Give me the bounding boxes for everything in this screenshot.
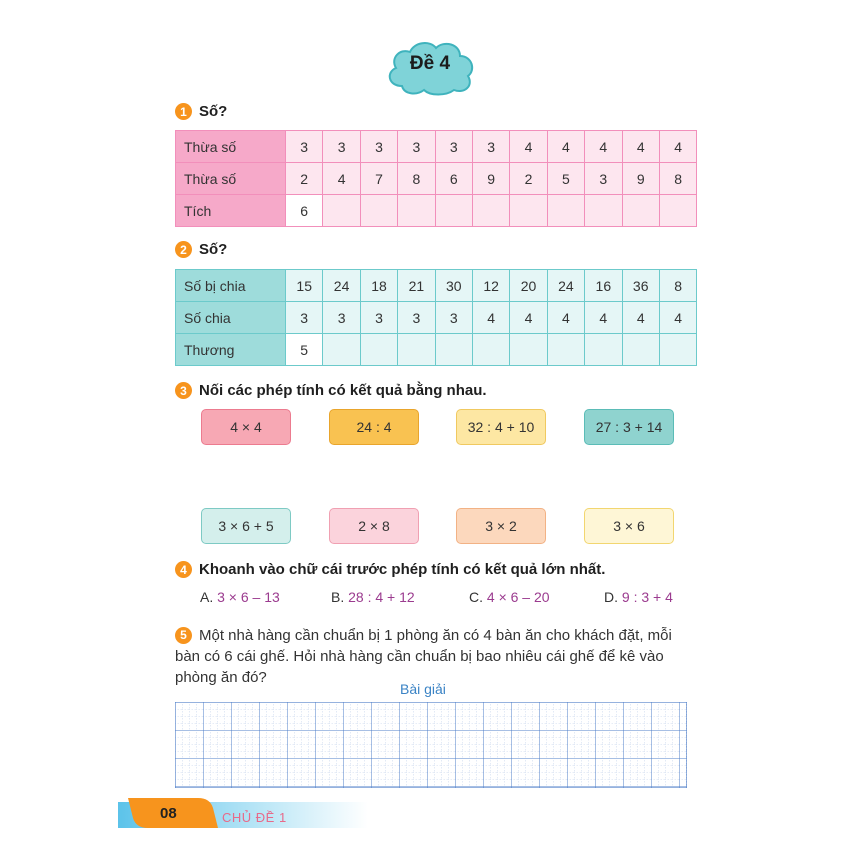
q1-answer-cell[interactable] — [659, 195, 696, 227]
q1-cell: 3 — [398, 131, 435, 163]
q2-cell: 21 — [398, 270, 435, 302]
q3-number: 3 — [175, 382, 192, 399]
q1-answer-cell[interactable] — [547, 195, 584, 227]
q2-cell: 24 — [323, 270, 360, 302]
q2-cell: 4 — [622, 302, 659, 334]
q1-answer-cell[interactable] — [472, 195, 509, 227]
q1-table — [175, 130, 697, 227]
q2-cell: 3 — [360, 302, 397, 334]
q2-table — [175, 269, 697, 366]
q1-cell: 4 — [510, 131, 547, 163]
q5-number: 5 — [175, 627, 192, 644]
q2-cell: 36 — [622, 270, 659, 302]
q2-cell: 16 — [585, 270, 622, 302]
q2-heading — [175, 241, 227, 258]
q2-answer-cell[interactable] — [398, 334, 435, 366]
q1-answer-cell[interactable] — [435, 195, 472, 227]
q5-text: Một nhà hàng cần chuẩn bị 1 phòng ăn có 4 bàn ăn cho khách đặt, mỗi bàn có 6 cái ghế. Hỏi nhà hàng cần chuẩn bị bao nhiêu cái ghế để kê vào phòng ăn đó? — [175, 627, 672, 686]
q2-cell: 20 — [510, 270, 547, 302]
q4-heading — [175, 561, 605, 578]
q4-option-expr: 3 × 6 – 13 — [217, 589, 280, 605]
q3-top-box-4[interactable]: 27 : 3 + 14 — [584, 409, 674, 445]
grid-lines — [175, 702, 687, 788]
q4-option-letter: B. — [331, 589, 345, 605]
q2-answer-cell[interactable] — [435, 334, 472, 366]
q4-option-letter: D. — [604, 589, 618, 605]
q1-cell: 2 — [286, 163, 323, 195]
q2-cell: 24 — [547, 270, 584, 302]
q2-cell: 18 — [360, 270, 397, 302]
q2-cell: 4 — [547, 302, 584, 334]
q4-option-expr: 4 × 6 – 20 — [486, 589, 550, 605]
q4-number: 4 — [175, 561, 192, 578]
q1-cell: 3 — [323, 131, 360, 163]
q2-cell: 4 — [472, 302, 509, 334]
q3-bottom-box-3[interactable]: 3 × 2 — [456, 508, 546, 544]
q1-cell: 9 — [472, 163, 509, 195]
q2-cell: 4 — [510, 302, 547, 334]
q2-cell: 3 — [323, 302, 360, 334]
q2-answer-cell[interactable] — [622, 334, 659, 366]
q1-cell: 3 — [585, 163, 622, 195]
q2-answer-cell[interactable] — [659, 334, 696, 366]
q1-cell: 4 — [585, 131, 622, 163]
q3-top-box-2[interactable]: 24 : 4 — [329, 409, 419, 445]
q1-heading — [175, 103, 227, 120]
q2-row-label: Số bị chia — [176, 270, 286, 302]
q2-answer-cell[interactable] — [472, 334, 509, 366]
q1-answer-cell[interactable] — [360, 195, 397, 227]
q2-cell: 12 — [472, 270, 509, 302]
q1-heading-text: Số? — [199, 103, 228, 120]
q1-cell: 6 — [286, 195, 323, 227]
q1-cell: 7 — [360, 163, 397, 195]
q1-row-label: Tích — [176, 195, 286, 227]
q2-cell: 5 — [286, 334, 323, 366]
q1-answer-cell[interactable] — [323, 195, 360, 227]
q2-answer-cell[interactable] — [547, 334, 584, 366]
q1-number: 1 — [175, 103, 192, 120]
q4-option-letter: A. — [200, 589, 214, 605]
q2-cell: 4 — [659, 302, 696, 334]
q2-answer-cell[interactable] — [585, 334, 622, 366]
q1-cell: 8 — [659, 163, 696, 195]
q2-cell: 3 — [286, 302, 323, 334]
q2-answer-cell[interactable] — [510, 334, 547, 366]
q1-answer-cell[interactable] — [585, 195, 622, 227]
q2-row-label: Thương — [176, 334, 286, 366]
q1-row-3 — [176, 195, 697, 227]
q1-row-label: Thừa số — [176, 163, 286, 195]
q1-answer-cell[interactable] — [398, 195, 435, 227]
q1-cell: 3 — [360, 131, 397, 163]
q1-row-2 — [176, 163, 697, 195]
q2-cell: 3 — [398, 302, 435, 334]
q5-problem — [175, 625, 695, 688]
q2-cell: 15 — [286, 270, 323, 302]
q1-row-label: Thừa số — [176, 131, 286, 163]
q3-bottom-box-2[interactable]: 2 × 8 — [329, 508, 419, 544]
q1-cell: 6 — [435, 163, 472, 195]
q4-heading-text: Khoanh vào chữ cái trước phép tính có kết quả lớn nhất. — [199, 561, 606, 578]
q1-cell: 4 — [622, 131, 659, 163]
q3-heading — [175, 382, 487, 399]
q4-option-d[interactable] — [604, 589, 673, 605]
q4-option-letter: C. — [469, 589, 483, 605]
q3-heading-text: Nối các phép tính có kết quả bằng nhau. — [199, 382, 487, 399]
topic-label: CHỦ ĐỀ 1 — [222, 810, 287, 825]
q4-option-expr: 28 : 4 + 12 — [348, 589, 415, 605]
q4-option-a[interactable] — [200, 589, 280, 605]
q1-cell: 5 — [547, 163, 584, 195]
q1-cell: 3 — [286, 131, 323, 163]
q4-option-b[interactable] — [331, 589, 415, 605]
q1-cell: 3 — [472, 131, 509, 163]
q1-answer-cell[interactable] — [622, 195, 659, 227]
q1-row-1 — [176, 131, 697, 163]
q4-option-expr: 9 : 3 + 4 — [621, 589, 673, 605]
q3-top-box-1[interactable]: 4 × 4 — [201, 409, 291, 445]
q3-bottom-box-1[interactable]: 3 × 6 + 5 — [201, 508, 291, 544]
page-title: Đề 4 — [409, 53, 451, 74]
q3-top-box-3[interactable]: 32 : 4 + 10 — [456, 409, 546, 445]
q2-row-1 — [176, 270, 697, 302]
q2-cell: 8 — [659, 270, 696, 302]
q1-answer-cell[interactable] — [510, 195, 547, 227]
q1-cell: 8 — [398, 163, 435, 195]
title-badge — [384, 38, 476, 96]
q2-row-label: Số chia — [176, 302, 286, 334]
solution-label: Bài giải — [400, 681, 446, 697]
q2-answer-cell[interactable] — [323, 334, 360, 366]
q2-row-2 — [176, 302, 697, 334]
q1-cell: 4 — [547, 131, 584, 163]
q1-cell: 2 — [510, 163, 547, 195]
q1-cell: 4 — [323, 163, 360, 195]
answer-grid[interactable] — [175, 702, 687, 788]
q2-cell: 3 — [435, 302, 472, 334]
q3-bottom-box-4[interactable]: 3 × 6 — [584, 508, 674, 544]
q1-cell: 9 — [622, 163, 659, 195]
q2-answer-cell[interactable] — [360, 334, 397, 366]
q1-cell: 3 — [435, 131, 472, 163]
q2-cell: 4 — [585, 302, 622, 334]
page-number: 08 — [160, 805, 177, 822]
q2-row-3 — [176, 334, 697, 366]
q2-heading-text: Số? — [199, 241, 228, 258]
q1-cell: 4 — [659, 131, 696, 163]
q4-option-c[interactable] — [469, 589, 550, 605]
q2-number: 2 — [175, 241, 192, 258]
q2-cell: 30 — [435, 270, 472, 302]
